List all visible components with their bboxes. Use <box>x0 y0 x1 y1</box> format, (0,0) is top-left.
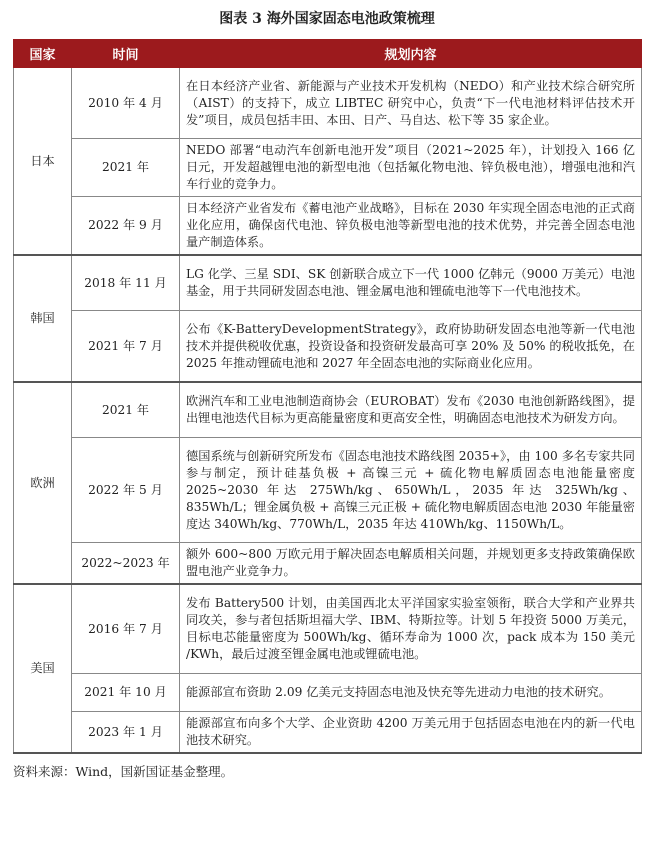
table-title: 图表 3 海外国家固态电池政策梳理 <box>219 11 435 27</box>
country-cell-japan: 日本 <box>14 68 72 256</box>
time-cell: 2023 年 1 月 <box>72 712 180 754</box>
table-row <box>14 712 642 754</box>
table-row <box>14 68 642 139</box>
time-cell: 2021 年 <box>72 382 180 438</box>
time-cell: 2018 年 11 月 <box>72 255 180 311</box>
header-plan: 规划内容 <box>180 40 642 68</box>
plan-cell: 能源部宣布资助 2.09 亿美元支持固态电池及快充等先进动力电池的技术研究。 <box>180 674 642 712</box>
source-note: 资料来源：Wind，国新国证基金整理。 <box>13 764 234 779</box>
time-cell: 2021 年 <box>72 139 180 197</box>
policy-table <box>13 39 642 754</box>
table-row <box>14 543 642 585</box>
time-cell: 2021 年 7 月 <box>72 311 180 383</box>
plan-cell: 在日本经济产业省、新能源与产业技术开发机构（NEDO）和产业技术综合研究所（AIST）的支持下，成立 LIBTEC 研究中心，负责“下一代电池材料评估技术开发”项目，成员包括丰田、本田、日产、马自达、松下等 35 家企业。 <box>180 68 642 139</box>
table-header-row <box>14 40 642 68</box>
plan-cell: 德国系统与创新研究所发布《固态电池技术路线图 2035+》，由 100 多名专家共同参与制定，预计硅基负极 + 高镍三元 + 硫化物电解质固态电池能量密度 2025~2030 年达 275Wh/kg、650Wh/L，2035 年达 325Wh/kg、835Wh/L；锂金属负极 + 高镍三元正极 + 硫化物电解质固态电池 2030 年能量密度达 340Wh/kg、770Wh/L，2035 年达 410Wh/kg、1150Wh/L。 <box>180 438 642 543</box>
country-cell-usa: 美国 <box>14 584 72 753</box>
table-row <box>14 438 642 543</box>
table-row <box>14 674 642 712</box>
time-cell: 2022 年 9 月 <box>72 197 180 256</box>
table-row <box>14 197 642 256</box>
country-cell-europe: 欧洲 <box>14 382 72 584</box>
plan-cell: 日本经济产业省发布《蓄电池产业战略》，目标在 2030 年实现全固态电池的正式商业化应用，确保卤代电池、锌负极电池等新型电池的技术优势，并完善全固态电池量产制造体系。 <box>180 197 642 256</box>
plan-cell: 欧洲汽车和工业电池制造商协会（EUROBAT）发布《2030 电池创新路线图》，提出锂电池迭代目标为更高能量密度和更高安全性，明确固态电池技术为研发方向。 <box>180 382 642 438</box>
table-row <box>14 382 642 438</box>
table-row <box>14 584 642 674</box>
plan-cell: 公布《K-BatteryDevelopmentStrategy》，政府协助研发固态电池等新一代电池技术并提供税收优惠，投资设备和投资研发最高可享 20% 及 50% 的税收抵免，在 2025 年推动锂硫电池和 2027 年全固态电池的实际商业化应用。 <box>180 311 642 383</box>
table-row <box>14 255 642 311</box>
header-time: 时间 <box>72 40 180 68</box>
time-cell: 2016 年 7 月 <box>72 584 180 674</box>
table-row <box>14 139 642 197</box>
table-row <box>14 311 642 383</box>
time-cell: 2022 年 5 月 <box>72 438 180 543</box>
time-cell: 2021 年 10 月 <box>72 674 180 712</box>
plan-cell: LG 化学、三星 SDI、SK 创新联合成立下一代 1000 亿韩元（9000 万美元）电池基金，用于共同研发固态电池、锂金属电池和锂硫电池等下一代电池技术。 <box>180 255 642 311</box>
plan-cell: 能源部宣布向多个大学、企业资助 4200 万美元用于包括固态电池在内的新一代电池技术研究。 <box>180 712 642 754</box>
time-cell: 2022~2023 年 <box>72 543 180 585</box>
plan-cell: NEDO 部署“电动汽车创新电池开发”项目（2021~2025 年），计划投入 166 亿日元，开发超越锂电池的新型电池（包括氟化物电池、锌负极电池），增强电池和汽车行业的竞争力。 <box>180 139 642 197</box>
header-country: 国家 <box>14 40 72 68</box>
time-cell: 2010 年 4 月 <box>72 68 180 139</box>
plan-cell: 额外 600~800 万欧元用于解决固态电解质相关问题，并规划更多支持政策确保欧盟电池产业竞争力。 <box>180 543 642 585</box>
plan-cell: 发布 Battery500 计划，由美国西北太平洋国家实验室领衔，联合大学和产业界共同攻关，参与者包括斯坦福大学、IBM、特斯拉等。计划 5 年投资 5000 万美元，目标电芯能量密度为 500Wh/kg、循环寿命为 1000 次，pack 成本为 150 美元 /KWh，最后过渡至锂金属电池或锂硫电池。 <box>180 584 642 674</box>
country-cell-korea: 韩国 <box>14 255 72 382</box>
